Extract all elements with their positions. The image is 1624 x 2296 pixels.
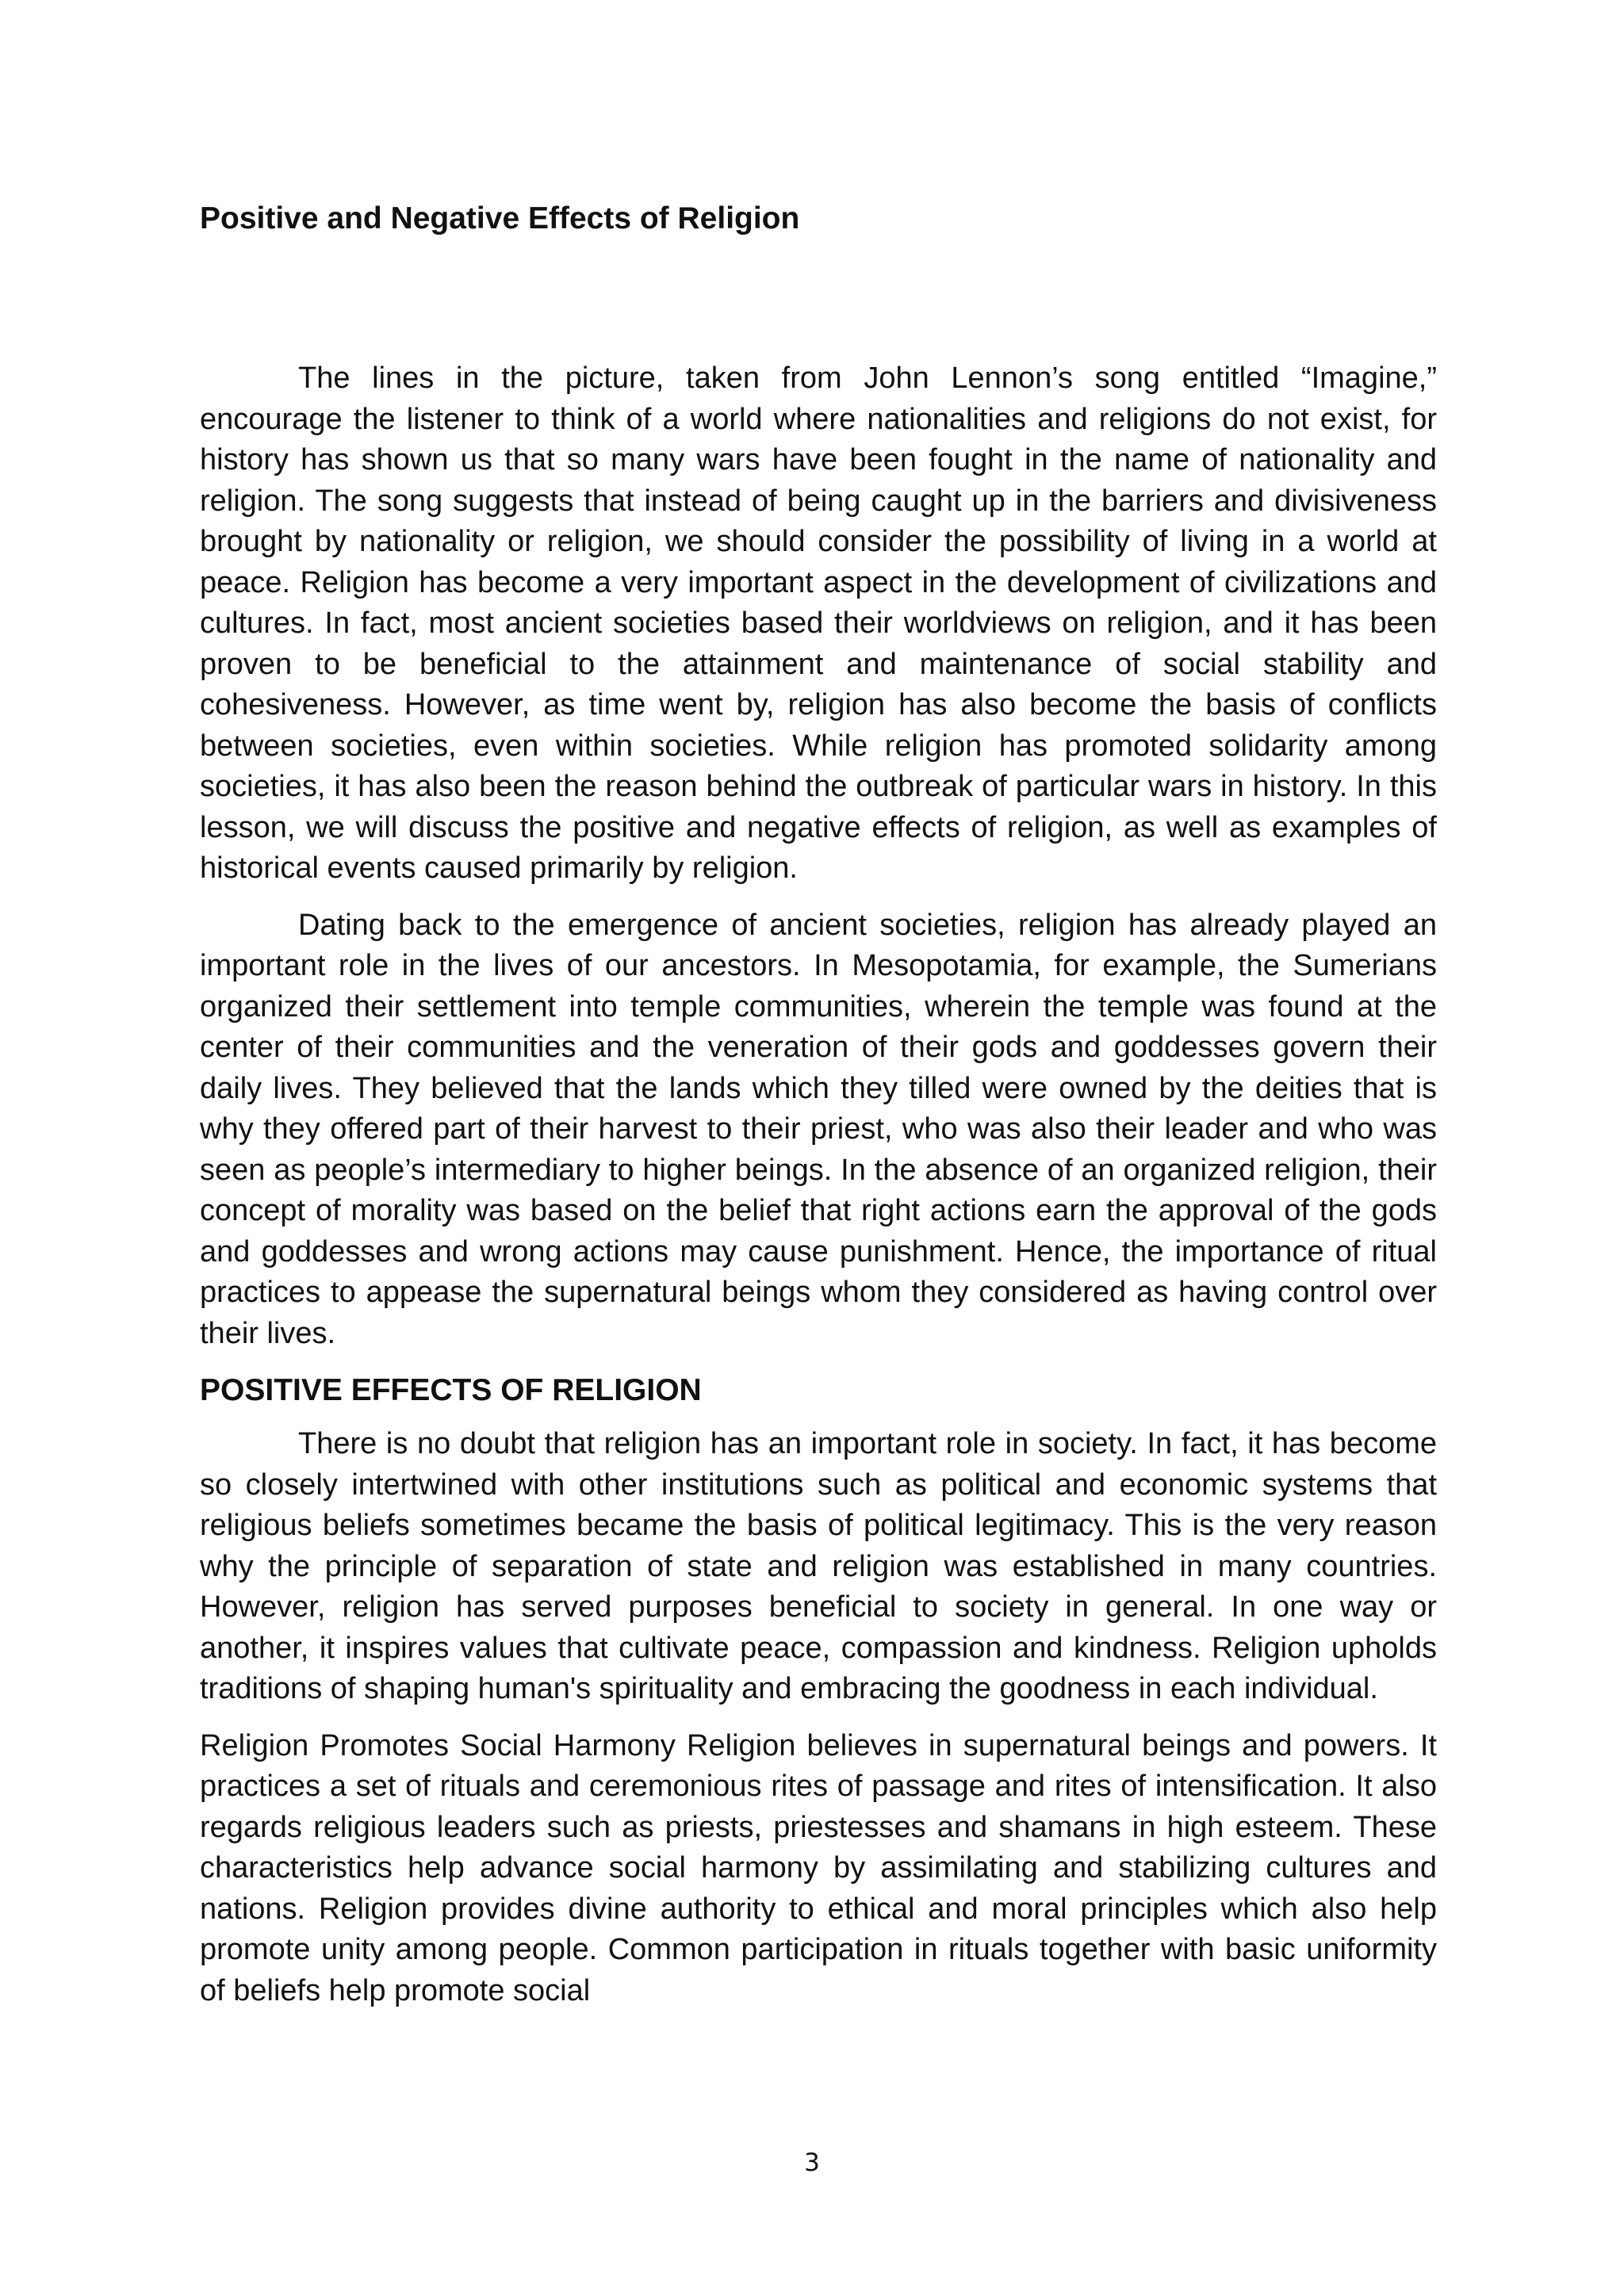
section-paragraph-2: Religion Promotes Social Harmony Religion believes in supernatural beings and powers. It practices a set of rituals and ceremonious rites of passage and rites of intensification. It also regards religious leaders such as priests, priestesses and shamans in high esteem. These characteristics help advance social harmony by assimilating and stabilizing cultures and nations. Religion provides divine authority to ethical and moral principles which also help promote unity among people. Common participation in rituals together with basic uniformity of beliefs help promote social [200,1728,1437,2007]
page-number: 3 [804,2149,820,2177]
section-heading-positive-effects: POSITIVE EFFECTS OF RELIGION [200,1373,702,1407]
section-paragraph-1: There is no doubt that religion has an important role in society. In fact, it has become so closely intertwined with other institutions such as political and economic systems that religious beliefs sometimes became the basis of political legitimacy. This is the very reason why the principle of separation of state and religion was established in many countries. However, religion has served purposes beneficial to society in general. In one way or another, it inspires values that cultivate peace, compassion and kindness. Religion upholds traditions of shaping human's spirituality and embracing the goodness in each individual. [200,1427,1437,1705]
intro-paragraph-2: Dating back to the emergence of ancient societies, religion has already played an important role in the lives of our ancestors. In Mesopotamia, for example, the Sumerians organized their settlement into temple communities, wherein the temple was found at the center of their communities and the veneration of their gods and goddesses govern their daily lives. They believed that the lands which they tilled were owned by the deities that is why they offered part of their harvest to their priest, who was also their leader and who was seen as people’s intermediary to higher beings. In the absence of an organized religion, their concept of morality was based on the belief that right actions earn the approval of the gods and goddesses and wrong actions may cause punishment. Hence, the importance of ritual practices to appease the supernatural beings whom they considered as having control over their lives. [200,908,1437,1350]
intro-paragraph-1: The lines in the picture, taken from John Lennon’s song entitled “Imagine,” encourage the listener to think of a world where nationalities and religions do not exist, for history has shown us that so many wars have been fought in the name of nationality and religion. The song suggests that instead of being caught up in the barriers and divisiveness brought by nationality or religion, we should consider the possibility of living in a world at peace. Religion has become a very important aspect in the development of civilizations and cultures. In fact, most ancient societies based their worldviews on religion, and it has been proven to be beneficial to the attainment and maintenance of social stability and cohesiveness. However, as time went by, religion has also become the basis of conflicts between societies, even within societies. While religion has promoted solidarity among societies, it has also been the reason behind the outbreak of particular wars in history. In this lesson, we will discuss the positive and negative effects of religion, as well as examples of historical events caused primarily by religion. [200,362,1437,885]
page-content [200,198,1437,2027]
document-title: Positive and Negative Effects of Religion [200,201,800,235]
